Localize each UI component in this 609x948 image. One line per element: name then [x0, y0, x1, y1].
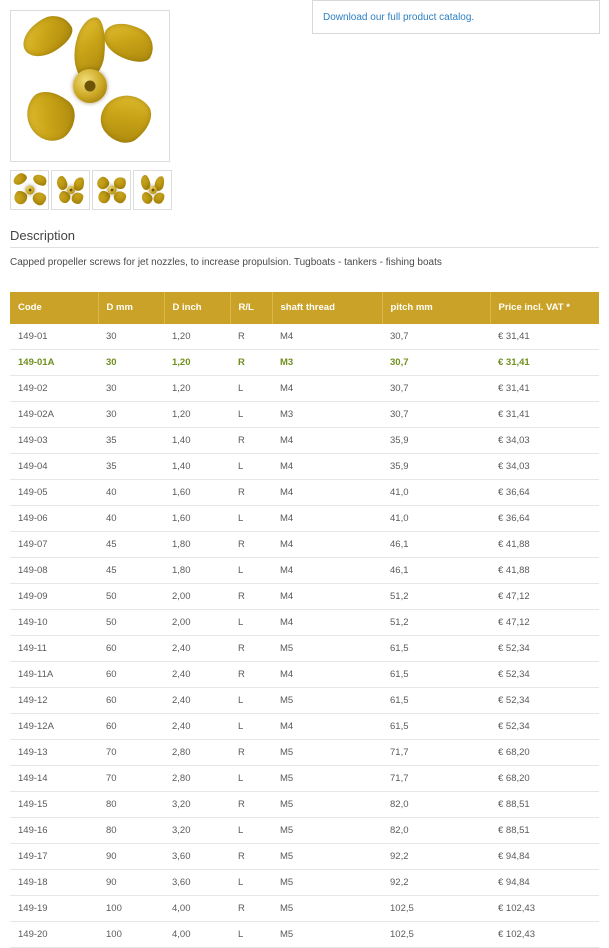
description-title: Description [10, 228, 599, 248]
table-cell: 92,2 [382, 843, 490, 869]
table-cell: L [230, 375, 272, 401]
table-cell: € 36,64 [490, 505, 599, 531]
table-row[interactable] [10, 401, 599, 427]
table-row[interactable] [10, 765, 599, 791]
table-cell: 102,5 [382, 895, 490, 921]
table-cell: 3,60 [164, 869, 230, 895]
table-cell: 2,40 [164, 661, 230, 687]
table-cell: M4 [272, 375, 382, 401]
table-cell: 4,00 [164, 895, 230, 921]
table-cell: M5 [272, 687, 382, 713]
table-cell: 61,5 [382, 713, 490, 739]
column-header-code: Code [10, 292, 98, 324]
table-cell: M5 [272, 869, 382, 895]
column-header-shaft-thread: shaft thread [272, 292, 382, 324]
table-cell: 149-10 [10, 609, 98, 635]
column-header-pitch-mm: pitch mm [382, 292, 490, 324]
table-cell: R [230, 739, 272, 765]
table-cell: € 34,03 [490, 453, 599, 479]
table-cell: 82,0 [382, 791, 490, 817]
table-cell: 70 [98, 739, 164, 765]
table-row[interactable] [10, 791, 599, 817]
table-cell: L [230, 713, 272, 739]
table-cell: 50 [98, 583, 164, 609]
table-cell: 149-01 [10, 324, 98, 350]
thumbnail-1[interactable] [10, 170, 49, 210]
table-cell: 30,7 [382, 401, 490, 427]
table-cell: 149-19 [10, 895, 98, 921]
table-row[interactable] [10, 583, 599, 609]
table-cell: 92,2 [382, 869, 490, 895]
table-cell: 51,2 [382, 583, 490, 609]
column-header-rl: R/L [230, 292, 272, 324]
table-cell: L [230, 505, 272, 531]
table-cell: L [230, 453, 272, 479]
product-variants-table-wrap [10, 292, 599, 948]
description-section [10, 228, 599, 270]
table-cell: M4 [272, 557, 382, 583]
table-cell: 4,00 [164, 921, 230, 947]
table-cell: R [230, 324, 272, 350]
table-row[interactable] [10, 817, 599, 843]
table-row[interactable] [10, 375, 599, 401]
table-cell: € 47,12 [490, 609, 599, 635]
table-cell: 102,5 [382, 921, 490, 947]
table-row[interactable] [10, 635, 599, 661]
table-cell: 45 [98, 557, 164, 583]
table-cell: 35 [98, 427, 164, 453]
table-cell: 90 [98, 869, 164, 895]
table-cell: 82,0 [382, 817, 490, 843]
table-cell: R [230, 583, 272, 609]
table-cell: € 52,34 [490, 635, 599, 661]
table-cell: R [230, 791, 272, 817]
table-cell: 50 [98, 609, 164, 635]
table-cell: 149-02A [10, 401, 98, 427]
table-cell: 2,00 [164, 583, 230, 609]
table-cell: L [230, 687, 272, 713]
table-cell: 149-14 [10, 765, 98, 791]
table-row[interactable] [10, 453, 599, 479]
table-row[interactable] [10, 869, 599, 895]
table-cell: 45 [98, 531, 164, 557]
table-cell: 2,80 [164, 765, 230, 791]
table-cell: 3,20 [164, 817, 230, 843]
table-cell: € 52,34 [490, 661, 599, 687]
table-cell: 149-12A [10, 713, 98, 739]
table-cell: 60 [98, 713, 164, 739]
table-cell: L [230, 921, 272, 947]
table-row[interactable] [10, 713, 599, 739]
table-cell: L [230, 609, 272, 635]
table-cell: 1,20 [164, 349, 230, 375]
table-cell: L [230, 869, 272, 895]
table-cell: 46,1 [382, 531, 490, 557]
table-cell: 30,7 [382, 324, 490, 350]
table-cell: € 102,43 [490, 895, 599, 921]
catalog-infobox [312, 0, 600, 34]
thumbnail-4[interactable] [133, 170, 172, 210]
table-cell: 2,80 [164, 739, 230, 765]
table-cell: 61,5 [382, 661, 490, 687]
table-row[interactable] [10, 895, 599, 921]
table-cell: M3 [272, 401, 382, 427]
table-cell: M5 [272, 895, 382, 921]
table-cell: M3 [272, 349, 382, 375]
table-cell: € 68,20 [490, 765, 599, 791]
table-cell: L [230, 557, 272, 583]
column-header-price: Price incl. VAT * [490, 292, 599, 324]
table-cell: 149-09 [10, 583, 98, 609]
table-cell: € 88,51 [490, 791, 599, 817]
table-cell: M5 [272, 739, 382, 765]
table-cell: 1,40 [164, 453, 230, 479]
table-cell: 2,40 [164, 635, 230, 661]
table-cell: 1,20 [164, 324, 230, 350]
table-cell: 2,00 [164, 609, 230, 635]
table-cell: R [230, 479, 272, 505]
table-row[interactable] [10, 843, 599, 869]
table-row[interactable] [10, 505, 599, 531]
table-cell: 3,60 [164, 843, 230, 869]
table-cell: 30 [98, 349, 164, 375]
table-cell: L [230, 765, 272, 791]
table-cell: M4 [272, 713, 382, 739]
table-cell: 149-03 [10, 427, 98, 453]
table-row[interactable] [10, 609, 599, 635]
table-row[interactable] [10, 531, 599, 557]
column-header-d-mm: D mm [98, 292, 164, 324]
table-row[interactable] [10, 921, 599, 947]
table-cell: € 52,34 [490, 687, 599, 713]
thumbnail-2[interactable] [51, 170, 90, 210]
table-cell: M5 [272, 635, 382, 661]
table-cell: € 94,84 [490, 843, 599, 869]
table-cell: € 102,43 [490, 921, 599, 947]
column-header-d-inch: D inch [164, 292, 230, 324]
table-cell: 61,5 [382, 687, 490, 713]
table-cell: 1,20 [164, 375, 230, 401]
table-cell: R [230, 843, 272, 869]
table-cell: € 31,41 [490, 349, 599, 375]
table-cell: € 31,41 [490, 375, 599, 401]
table-cell: 100 [98, 921, 164, 947]
table-cell: 149-18 [10, 869, 98, 895]
product-main-image[interactable] [10, 10, 170, 162]
table-cell: 1,40 [164, 427, 230, 453]
table-cell: 3,20 [164, 791, 230, 817]
table-cell: 149-20 [10, 921, 98, 947]
table-cell: 149-11A [10, 661, 98, 687]
table-cell: 60 [98, 635, 164, 661]
table-cell: 1,80 [164, 557, 230, 583]
table-cell: M5 [272, 921, 382, 947]
table-cell: 71,7 [382, 739, 490, 765]
table-cell: € 31,41 [490, 324, 599, 350]
product-variants-table [10, 292, 599, 948]
table-cell: € 36,64 [490, 479, 599, 505]
table-cell: 30,7 [382, 375, 490, 401]
table-cell: 30 [98, 324, 164, 350]
table-cell: 1,60 [164, 479, 230, 505]
table-cell: 2,40 [164, 687, 230, 713]
table-cell: R [230, 427, 272, 453]
product-top-section [0, 0, 609, 210]
table-cell: M4 [272, 479, 382, 505]
table-cell: 149-07 [10, 531, 98, 557]
table-cell: M5 [272, 791, 382, 817]
table-cell: R [230, 895, 272, 921]
table-cell: € 88,51 [490, 817, 599, 843]
table-cell: 149-16 [10, 817, 98, 843]
table-cell: 60 [98, 661, 164, 687]
table-row[interactable] [10, 739, 599, 765]
table-cell: M4 [272, 661, 382, 687]
thumbnail-strip [10, 170, 172, 210]
table-cell: 41,0 [382, 479, 490, 505]
table-cell: 149-08 [10, 557, 98, 583]
table-cell: 41,0 [382, 505, 490, 531]
table-cell: M4 [272, 505, 382, 531]
table-cell: 30,7 [382, 349, 490, 375]
table-row[interactable] [10, 661, 599, 687]
table-cell: L [230, 401, 272, 427]
table-header-row [10, 292, 599, 324]
table-cell: 149-06 [10, 505, 98, 531]
table-row[interactable] [10, 557, 599, 583]
table-cell: 35,9 [382, 453, 490, 479]
table-cell: 149-01A [10, 349, 98, 375]
table-cell: 80 [98, 817, 164, 843]
table-cell: M4 [272, 531, 382, 557]
table-cell: 149-15 [10, 791, 98, 817]
table-row[interactable] [10, 687, 599, 713]
table-cell: 35,9 [382, 427, 490, 453]
table-cell: 40 [98, 479, 164, 505]
description-text: Capped propeller screws for jet nozzles, to increase propulsion. Tugboats - tankers - fishing boats [10, 257, 442, 268]
table-cell: 71,7 [382, 765, 490, 791]
table-cell: 70 [98, 765, 164, 791]
table-cell: M4 [272, 427, 382, 453]
table-cell: 1,20 [164, 401, 230, 427]
table-row[interactable] [10, 349, 599, 375]
table-cell: 30 [98, 375, 164, 401]
table-cell: 61,5 [382, 635, 490, 661]
table-cell: € 41,88 [490, 531, 599, 557]
table-cell: R [230, 349, 272, 375]
table-cell: M4 [272, 453, 382, 479]
table-cell: 1,60 [164, 505, 230, 531]
table-cell: M5 [272, 817, 382, 843]
table-cell: 149-02 [10, 375, 98, 401]
table-cell: € 47,12 [490, 583, 599, 609]
table-cell: 149-12 [10, 687, 98, 713]
table-cell: 60 [98, 687, 164, 713]
table-cell: 46,1 [382, 557, 490, 583]
table-cell: 149-13 [10, 739, 98, 765]
table-cell: 30 [98, 401, 164, 427]
table-row[interactable] [10, 324, 599, 350]
table-cell: € 52,34 [490, 713, 599, 739]
table-cell: M5 [272, 843, 382, 869]
table-cell: 80 [98, 791, 164, 817]
table-cell: M4 [272, 609, 382, 635]
table-cell: € 31,41 [490, 401, 599, 427]
table-cell: M4 [272, 324, 382, 350]
table-cell: € 68,20 [490, 739, 599, 765]
table-row[interactable] [10, 479, 599, 505]
table-cell: € 34,03 [490, 427, 599, 453]
table-cell: 1,80 [164, 531, 230, 557]
table-cell: M4 [272, 583, 382, 609]
table-cell: L [230, 817, 272, 843]
propeller-illustration [15, 13, 165, 159]
table-cell: 100 [98, 895, 164, 921]
table-cell: 51,2 [382, 609, 490, 635]
product-gallery [0, 0, 172, 210]
table-cell: 2,40 [164, 713, 230, 739]
table-cell: 40 [98, 505, 164, 531]
table-cell: € 41,88 [490, 557, 599, 583]
table-cell: 90 [98, 843, 164, 869]
table-cell: 149-17 [10, 843, 98, 869]
catalog-download-link[interactable]: Download our full product catalog. [323, 12, 475, 23]
table-cell: 35 [98, 453, 164, 479]
thumbnail-3[interactable] [92, 170, 131, 210]
table-cell: R [230, 531, 272, 557]
table-cell: R [230, 661, 272, 687]
table-cell: 149-11 [10, 635, 98, 661]
table-cell: 149-04 [10, 453, 98, 479]
table-body [10, 324, 599, 948]
table-cell: R [230, 635, 272, 661]
table-cell: M5 [272, 765, 382, 791]
table-row[interactable] [10, 427, 599, 453]
table-cell: € 94,84 [490, 869, 599, 895]
table-cell: 149-05 [10, 479, 98, 505]
